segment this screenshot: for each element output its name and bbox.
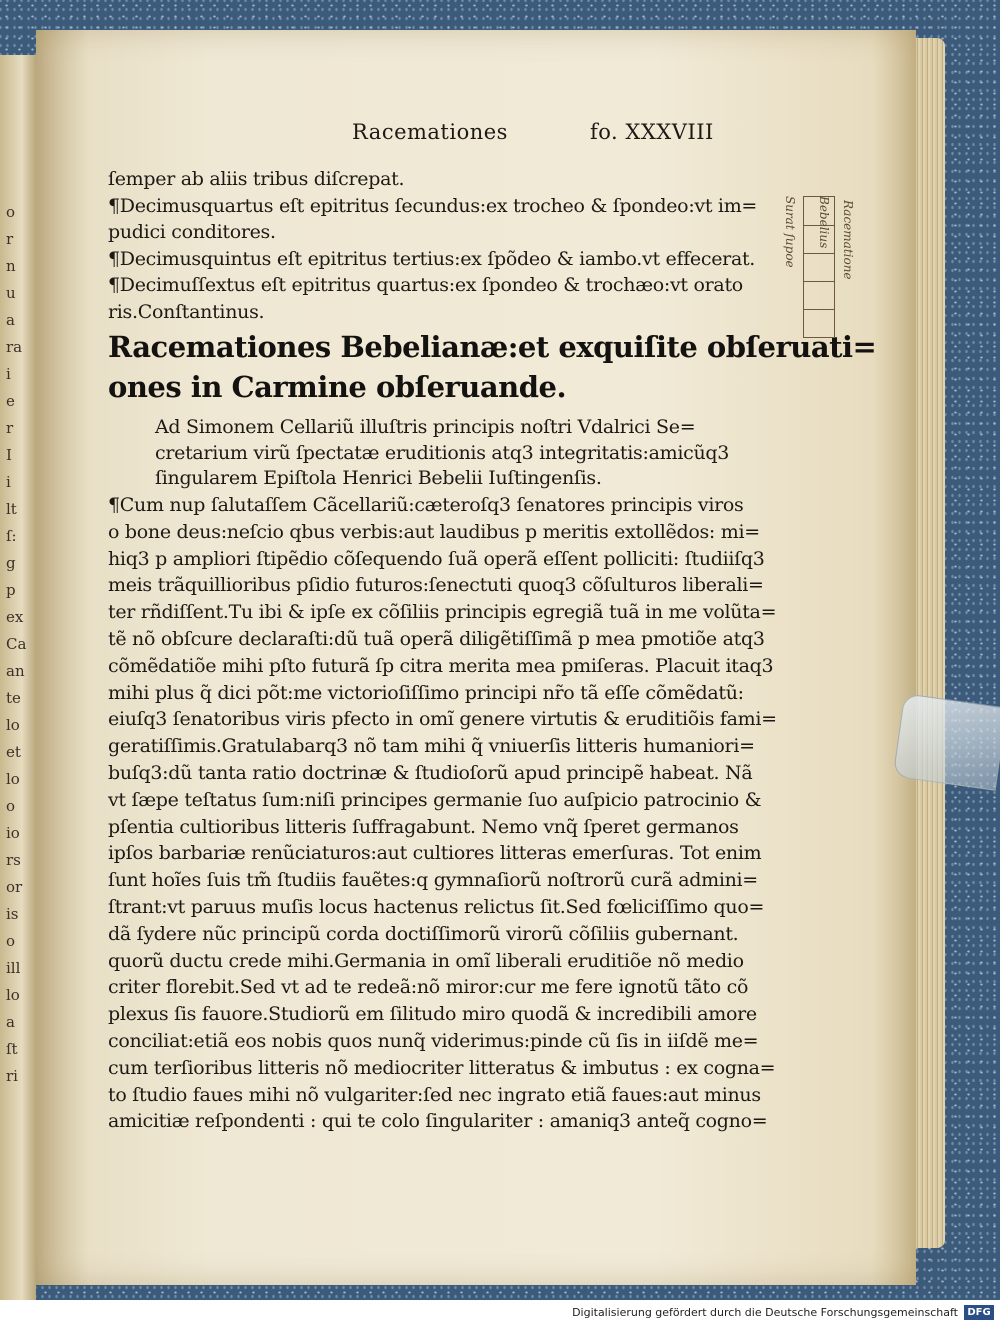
header-title: Racemationes [352, 120, 508, 144]
body-line: ſunt hoĩes ſuis tm̃ ſtudiis fauẽtes:q gymnaſiorũ noſtrorũ curã admini= [108, 869, 758, 892]
margin-note-text-2: Bebelius [817, 196, 831, 249]
left-page-fragment: o [6, 203, 16, 221]
left-page-fragment: ra [6, 338, 23, 356]
body-line: plexus ſis fauore.Studiorũ em ſilitudo miro quodã & incredibili amore [108, 1003, 757, 1026]
left-page-fragment: I [6, 446, 12, 464]
dedication-line: Ad Simonem Cellariũ illuſtris principis noſtri Vdalrici Se= [155, 416, 696, 438]
heading-line: Racemationes Bebelianæ:et exquiſite obſeruati= [108, 330, 877, 364]
left-page-fragment: e [6, 392, 15, 410]
body-line: criter florebit.Sed vt ad te redeã:nõ miror:cur me fere ignotũ tãto cõ [108, 976, 749, 999]
running-header [352, 120, 714, 144]
body-line: ter rñdiſſent.Tu ibi & ipſe ex cõſiliis principis egregiã tuã in me volũta= [108, 601, 777, 624]
left-page-fragment: or [6, 878, 23, 896]
body-line: hiq3 p ampliori ſtipẽdio cõſequendo ſuã operã eſſent polliciti: ſtudiiſq3 [108, 547, 765, 570]
lines-top-line: ¶Decimuſſextus eſt epitritus quartus:ex ſpondeo & trochæo:vt orato [108, 274, 743, 296]
margin-note [785, 190, 857, 350]
left-page-fragment: ill [6, 959, 21, 977]
folio-number: fo. XXXVIII [590, 120, 714, 144]
left-page-fragment: lo [6, 716, 20, 734]
left-page-fragment: ex [6, 608, 24, 626]
margin-note-text-1: Surat ſupoe [783, 196, 797, 268]
page-clip [893, 693, 1000, 791]
body-line: meis trãquillioribus pſidio futuros:ſenectuti quoq3 cõſulturos liberali= [108, 574, 764, 597]
heading-line: ones in Carmine obſeruande. [108, 370, 567, 404]
left-page-fragment: a [6, 1013, 15, 1031]
footer-bar [0, 1302, 1000, 1324]
left-page-fragment: et [6, 743, 21, 761]
body-line: pſentia cultioribus litteris ſuffragabunt. Nemo vnq̃ ſperet germanos [108, 815, 739, 838]
lines-top-line: ris.Conſtantinus. [108, 300, 265, 323]
body-line: buſq3:dũ tanta ratio doctrinæ & ſtudioſorũ apud principẽ habeat. Nã [108, 762, 753, 784]
body-line: ſtrant:vt paruus muſis locus hactenus relictus ſit.Sed fœliciſſimo quo= [108, 896, 765, 918]
left-page-edge [0, 55, 36, 1300]
left-page-fragment: p [6, 581, 16, 599]
left-page-fragment: Ca [6, 635, 27, 653]
left-page-fragment: an [6, 662, 25, 680]
body-line: cum terſioribus litteris nõ mediocriter litteratus & imbutus : ex cogna= [108, 1056, 776, 1079]
left-page-fragment: u [6, 284, 16, 302]
left-page-fragment: ſ: [6, 527, 17, 545]
lines-top-line: ¶Decimusquintus eſt epitritus tertius:ex ſpõdeo & iambo.vt effecerat. [108, 247, 756, 270]
left-page-fragment: o [6, 932, 16, 950]
left-page-fragment: ri [6, 1067, 18, 1085]
body-line: tẽ nõ obſcure declaraſti:dũ tuã operã diligẽtiſſimã p mea pmotiõe atq3 [108, 628, 765, 650]
body-line: ipſos barbariæ renũciaturos:aut cultiores litteras emerſuras. Tot enim [108, 842, 762, 865]
left-page-fragment: te [6, 689, 21, 707]
lines-top-line: pudici conditores. [108, 221, 276, 243]
left-page-fragment: i [6, 473, 11, 491]
body-line: amicitiæ reſpondenti : qui te colo ſingulariter : amaniq3 anteq̃ cogno= [108, 1110, 768, 1133]
dfg-logo: DFG [964, 1305, 994, 1320]
left-page-fragment: rs [6, 851, 21, 869]
left-page-fragment: ſt [6, 1040, 18, 1058]
lines-top-line: ¶Decimusquartus eſt epitritus ſecundus:ex trocheo & ſpondeo:vt im= [108, 194, 758, 217]
left-page-fragment: i [6, 365, 11, 383]
left-page-fragment: lt [6, 500, 17, 518]
left-page-fragment: lo [6, 986, 20, 1004]
left-page-fragment: r [6, 419, 14, 437]
body-line: conciliat:etiã eos nobis quos nunq̃ viderimus:pinde cũ ſis in iiſdẽ me= [108, 1030, 759, 1052]
body-line: dã ſydere nũc principũ corda doctiſſimorũ virorũ cõſiliis gubernant. [108, 922, 739, 945]
dedication-line: ſingularem Epiſtola Henrici Bebelii Iuſtingenſis. [155, 467, 602, 489]
margin-note-text-3: Racematione [841, 200, 855, 280]
left-page-fragment: lo [6, 770, 20, 788]
footer-credit: Digitalisierung gefördert durch die Deutsche Forschungsgemeinschaft [572, 1306, 958, 1319]
left-page-fragment: is [6, 905, 19, 923]
left-page-fragment: a [6, 311, 15, 329]
left-page-fragment: g [6, 554, 16, 572]
left-page-fragment: io [6, 824, 20, 842]
body-line: quorũ ductu crede mihi.Germania in omĩ liberali eruditiõe nõ medio [108, 949, 744, 972]
left-page-fragment: o [6, 797, 16, 815]
body-line: eiuſq3 ſenatoribus viris pfecto in omĩ genere virtutis & eruditiõis fami= [108, 708, 777, 731]
body-line: mihi plus q̃ dici põt:me victorioſiſſimo principi nr̃o tã eſſe cõmẽdatũ: [108, 681, 744, 704]
body-line: ¶Cum nup ſalutaſſem Cãcellariũ:cæteroſq3 ſenatores principis viros [108, 494, 744, 516]
body-line: to ſtudio faues mihi nõ vulgariter:ſed nec ingrato etiã faues:aut minus [108, 1083, 761, 1106]
body-line: cõmẽdatiõe mihi pſto futurã ſp citra merita mea pmiſeras. Placuit itaq3 [108, 654, 774, 677]
body-line: geratiſſimis.Gratulabarq3 nõ tam mihi q̃ vniuerſis litteris humaniori= [108, 735, 755, 758]
dedication-line: cretarium virũ ſpectatæ eruditionis atq3 integritatis:amicũq3 [155, 441, 730, 464]
body-line: vt ſæpe teſtatus ſum:niſi principes germanie ſuo auſpicio patrocinio & [108, 788, 762, 811]
left-page-fragment: r [6, 230, 14, 248]
left-page-fragment: n [6, 257, 16, 275]
body-line: o bone deus:neſcio qbus verbis:aut laudibus p meritis extollẽdos: mi= [108, 520, 760, 543]
lines-top-line: ſemper ab aliis tribus diſcrepat. [108, 168, 405, 190]
